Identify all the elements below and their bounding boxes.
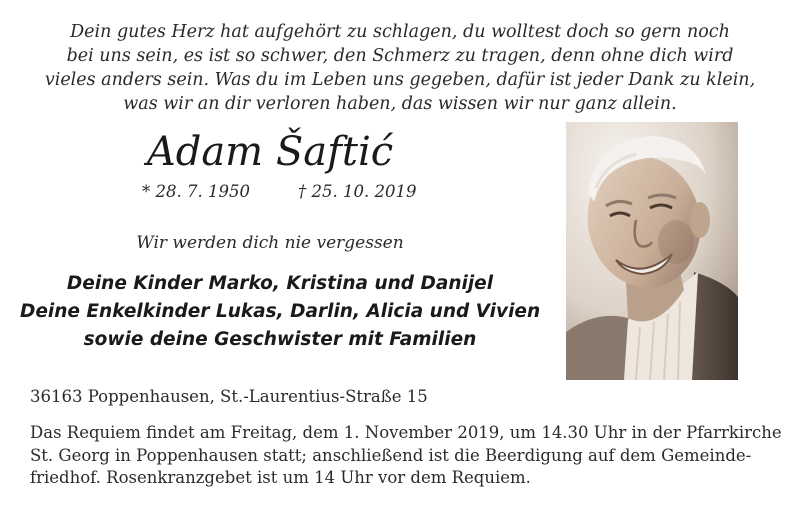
portrait-photo [566, 122, 738, 380]
requiem-notice [30, 422, 782, 490]
requiem-line: Das Requiem findet am Freitag, dem 1. November 2019, um 14.30 Uhr in der Pfarrkirche [30, 423, 782, 442]
requiem-line: friedhof. Rosenkranzgebet ist um 14 Uhr vor dem Requiem. [30, 468, 531, 487]
deceased-name: Adam Šaftić [146, 129, 394, 175]
memorial-poem [40, 20, 760, 116]
poem-line: was wir an dir verloren haben, das wissen wir nur ganz allein. [123, 94, 677, 114]
poem-line: vieles anders sein. Was du im Leben uns gegeben, dafür ist jeder Dank zu klein, [44, 70, 756, 90]
address-line: 36163 Poppenhausen, St.-Laurentius-Straße 15 [30, 387, 428, 406]
family-line: sowie deine Geschwister mit Familien [83, 329, 477, 350]
portrait-illustration [566, 122, 738, 380]
family-mourners [20, 270, 540, 354]
memorial-motto: Wir werden dich nie vergessen [136, 233, 404, 253]
death-date: † 25. 10. 2019 [298, 182, 417, 201]
family-line: Deine Kinder Marko, Kristina und Danijel [66, 273, 494, 294]
requiem-line: St. Georg in Poppenhausen statt; anschließend ist die Beerdigung auf dem Gemeinde- [30, 445, 752, 465]
poem-line: bei uns sein, es ist so schwer, den Schmerz zu tragen, denn ohne dich wird [66, 46, 734, 66]
birth-date: * 28. 7. 1950 [142, 182, 250, 201]
family-line: Deine Enkelkinder Lukas, Darlin, Alicia und Vivien [20, 301, 541, 322]
poem-line: Dein gutes Herz hat aufgehört zu schlagen, du wolltest doch so gern noch [70, 22, 730, 42]
